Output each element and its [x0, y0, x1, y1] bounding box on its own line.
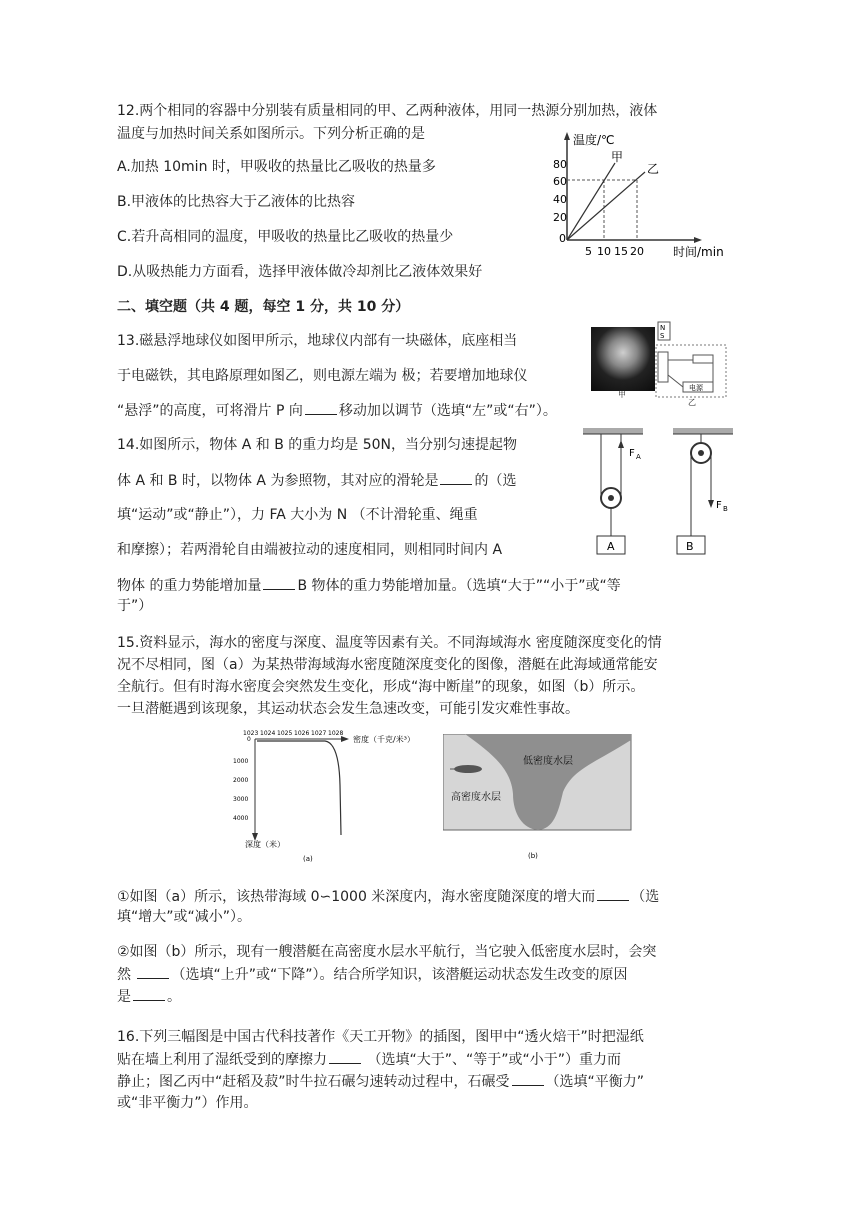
- q15-line1: 15.资料显示，海水的密度与深度、温度等因素有关。不同海域海水 密度随深度变化的情: [117, 635, 662, 651]
- q13-line1: 13.磁悬浮地球仪如图甲所示，地球仪内部有一块磁体，底座相当: [117, 333, 518, 349]
- q15-b-diagram: [443, 734, 633, 862]
- q15-density-graph: [225, 725, 425, 865]
- q12-ytick: 80: [553, 158, 567, 171]
- q12-temperature-graph: [533, 128, 733, 263]
- q15-a-origin: 0: [247, 736, 251, 743]
- q15-a-xtick: 1024: [260, 730, 276, 737]
- q12-xtick: 10: [597, 245, 611, 258]
- q15-a-xtick: 1027: [311, 730, 327, 737]
- svg-text:A: A: [636, 453, 641, 461]
- q15-a-ylabel: 深度（米）: [245, 840, 285, 849]
- q12-origin: 0: [559, 232, 566, 245]
- q15-sub1-cont: 填“增大”或“减小”）。: [117, 909, 252, 925]
- q15-line3: 全航行。但有时海水密度会突然发生变化，形成“海中断崖”的现象，如图（b）所示。: [117, 679, 645, 695]
- q15-line4: 一旦潜艇遇到该现象，其运动状态会发生急速改变，可能引发灾难性事故。: [117, 701, 579, 717]
- q16-line4: 或“非平衡力”）作用。: [117, 1095, 258, 1111]
- q14-line2: 体 A 和 B 时，以物体 A 为参照物，其对应的滑轮是 的（选: [117, 470, 516, 491]
- q16-line2: 贴在墙上利用了湿纸受到的摩擦力 （选填“大于”、“等于”或“小于”）重力而: [117, 1049, 621, 1070]
- q15-a-xtick: 1025: [277, 730, 293, 737]
- q13-circuit-diagram: [653, 320, 733, 400]
- q12-xtick: 15: [614, 245, 628, 258]
- q15-b-low-label: 低密度水层: [523, 756, 573, 767]
- q15-line2: 况不尽相同，图（a）为某热带海域海水密度随深度变化的图像，潜艇在此海域通常能安: [117, 657, 658, 673]
- svg-text:S: S: [660, 332, 665, 340]
- q12-line1: 12.两个相同的容器中分别装有质量相同的甲、乙两种液体，用同一热源分别加热，液体: [117, 103, 658, 119]
- q15-sub2: ②如图（b）所示，现有一艘潜艇在高密度水层水平航行，当它驶入低密度水层时，会突: [117, 944, 657, 960]
- q13-fig-label-yi: 乙: [688, 398, 696, 407]
- q15-a-ytick: 2000: [233, 777, 249, 784]
- q15-answer-blank-3[interactable]: [133, 986, 165, 1001]
- q12-option-c: C.若升高相同的温度，甲吸收的热量比乙吸收的热量少: [117, 229, 454, 245]
- q15-a-ytick: 3000: [233, 796, 249, 803]
- q16-line1: 16.下列三幅图是中国古代科技著作《天工开物》的插图，图甲中“透火焙干”时把湿纸: [117, 1029, 644, 1045]
- q14-pulley-diagram: [583, 428, 753, 558]
- q15-sub2-end: 是 。: [117, 986, 181, 1007]
- q15-a-xlabel: 密度（千克/米³）: [353, 735, 415, 744]
- q13-line2: 于电磁铁，其电路原理如图乙，则电源左端为 极；若要增加地球仪: [117, 368, 528, 384]
- q14-line4: 和摩擦）；若两滑轮自由端被拉动的速度相同，则相同时间内 A: [117, 542, 503, 558]
- q12-line2: 温度与加热时间关系如图所示。下列分析正确的是: [117, 126, 425, 142]
- q12-label-jia: 甲: [611, 150, 624, 164]
- q15-a-ytick: 4000: [233, 815, 249, 822]
- q13-answer-blank[interactable]: [305, 400, 337, 415]
- q14-line3: 填“运动”或“静止”），力 FA 大小为 N （不计滑轮重、绳重: [117, 507, 478, 523]
- q12-graph-ylabel: 温度/℃: [573, 133, 615, 147]
- q14-label-b: B: [686, 540, 694, 553]
- q12-option-d: D.从吸热能力方面看，选择甲液体做冷却剂比乙液体效果好: [117, 264, 483, 280]
- q14-label-a: A: [607, 540, 615, 553]
- q15-a-caption: (a): [303, 855, 313, 863]
- section-heading: 二、填空题（共 4 题，每空 1 分，共 10 分）: [117, 299, 410, 315]
- q14-label-fa: F: [629, 448, 635, 459]
- q12-ytick: 40: [553, 193, 567, 206]
- q12-option-a: A.加热 10min 时，甲吸收的热量比乙吸收的热量多: [117, 159, 436, 175]
- q15-answer-blank-1[interactable]: [597, 886, 629, 901]
- q13-line3: “悬浮”的高度，可将滑片 P 向 移动加以调节（选填“左”或“右”）。: [117, 400, 557, 421]
- submarine-icon: [454, 765, 482, 773]
- q12-xtick: 20: [630, 245, 644, 258]
- q12-xtick: 5: [585, 245, 592, 258]
- q15-a-xtick: 1026: [294, 730, 310, 737]
- q14-line1: 14.如图所示，物体 A 和 B 的重力均是 50N，当分别匀速提起物: [117, 437, 517, 453]
- q12-option-b: B.甲液体的比热容大于乙液体的比热容: [117, 194, 356, 210]
- q15-sub1: ①如图（a）所示，该热带海域 0∽1000 米深度内，海水密度随深度的增大而 （选: [117, 886, 659, 907]
- q16-answer-blank-2[interactable]: [512, 1071, 544, 1086]
- q14-line6: 于”）: [117, 598, 153, 614]
- q12-label-yi: 乙: [647, 162, 660, 176]
- q12-line-yi: [567, 172, 645, 240]
- svg-text:电源: 电源: [689, 384, 703, 392]
- q16-line3: 静止；图乙丙中“赶稻及菽”时牛拉石碾匀速转动过程中，石碾受 （选填“平衡力”: [117, 1071, 644, 1092]
- svg-text:B: B: [723, 505, 728, 513]
- q15-a-ytick: 1000: [233, 758, 249, 765]
- q12-ytick: 20: [553, 211, 567, 224]
- q15-answer-blank-2[interactable]: [137, 964, 169, 979]
- svg-text:N: N: [660, 324, 666, 332]
- q15-b-high-label: 高密度水层: [451, 792, 501, 803]
- q14-label-fb: F: [716, 500, 722, 511]
- q12-ytick: 60: [553, 175, 567, 188]
- q15-sub2-cont: 然 （选填“上升”或“下降”）。结合所学知识，该潜艇运动状态发生改变的原因: [117, 964, 627, 985]
- globe-photo: [591, 327, 655, 391]
- q15-a-xtick: 1023: [243, 730, 259, 737]
- q16-answer-blank-1[interactable]: [329, 1049, 361, 1064]
- q12-graph-xlabel: 时间/min: [673, 245, 724, 259]
- q15-a-density-curve: [257, 741, 341, 835]
- q15-b-caption: (b): [528, 852, 538, 860]
- q15-a-xtick: 1028: [328, 730, 344, 737]
- q14-line5: 物体 的重力势能增加量 B 物体的重力势能增加量。（选填“大于”“小于”或“等: [117, 575, 621, 596]
- q13-fig-label-jia: 甲: [618, 390, 626, 399]
- q14-answer-blank-2[interactable]: [263, 575, 295, 590]
- q14-answer-blank-1[interactable]: [440, 470, 472, 485]
- q12-line-jia: [567, 163, 615, 240]
